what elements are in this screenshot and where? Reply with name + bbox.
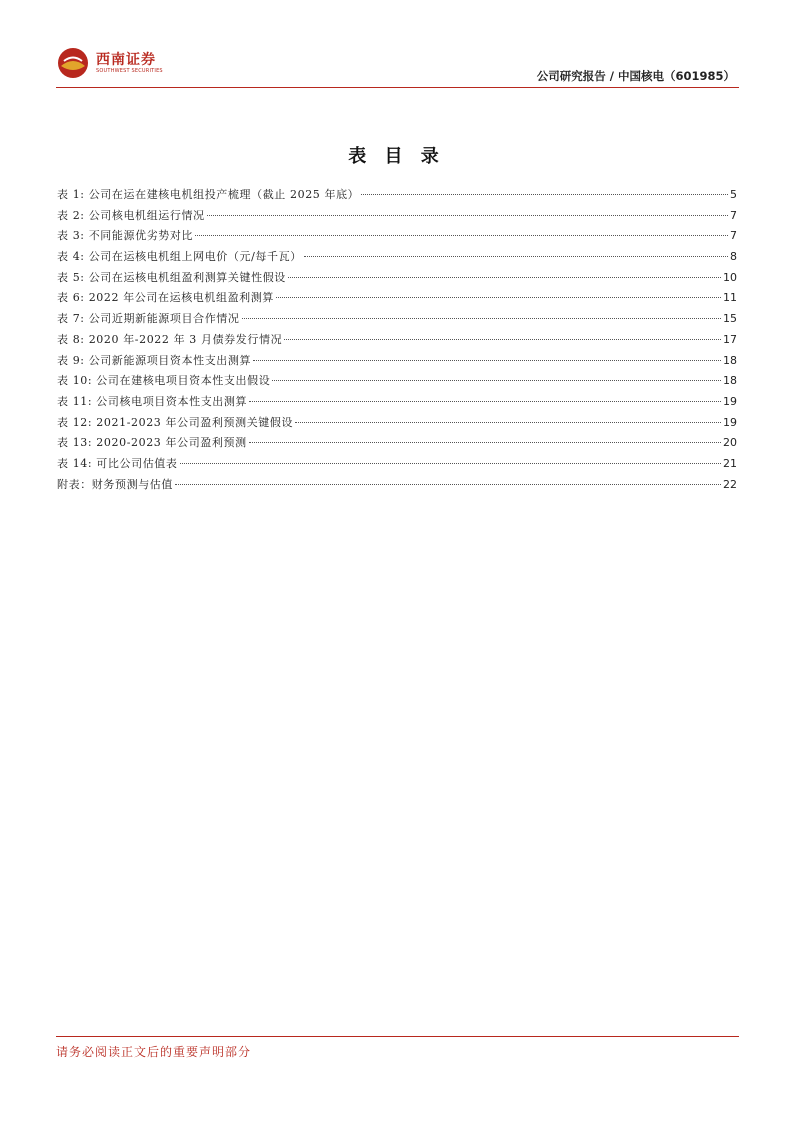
header-divider (56, 87, 739, 88)
toc-entry[interactable] (57, 455, 737, 476)
page-header (56, 40, 739, 90)
toc-entry-page: 10 (723, 270, 737, 284)
toc-entry-label: 表 11: 公司核电项目资本性支出测算 (57, 394, 248, 408)
toc-leader-dots (361, 194, 728, 195)
toc-entry-page: 18 (723, 374, 737, 388)
toc-entry-page: 22 (723, 477, 737, 491)
toc-entry-label: 表 12: 2021-2023 年公司盈利预测关键假设 (57, 415, 294, 429)
toc-entry[interactable] (57, 310, 737, 331)
toc-entry-page: 18 (723, 353, 737, 367)
toc-entry-page: 5 (730, 188, 737, 201)
toc-entry[interactable] (57, 414, 737, 435)
toc-entry-page: 7 (730, 208, 737, 222)
toc-entry[interactable] (57, 289, 737, 310)
toc-leader-dots (195, 235, 728, 236)
toc-entry[interactable] (57, 476, 737, 497)
toc-entry-page: 11 (723, 291, 737, 305)
toc-entry[interactable] (57, 269, 737, 290)
toc-entry-page: 8 (730, 250, 737, 264)
toc-entry[interactable] (57, 186, 737, 207)
toc-leader-dots (242, 318, 722, 319)
toc-leader-dots (288, 277, 721, 278)
toc-entry-label: 表 3: 不同能源优劣势对比 (57, 229, 194, 243)
toc-entry-page: 7 (730, 229, 737, 243)
toc-entry-label: 表 13: 2020-2023 年公司盈利预测 (57, 436, 247, 450)
toc-entry-page: 20 (723, 436, 737, 450)
disclaimer-notice: 请务必阅读正文后的重要声明部分 (56, 1045, 252, 1059)
toc-entry-page: 17 (723, 332, 737, 346)
toc-entry-page: 21 (723, 456, 737, 470)
toc-entry[interactable] (57, 248, 737, 269)
toc-leader-dots (175, 484, 721, 485)
toc-entry-label: 表 5: 公司在运核电机组盈利测算关键性假设 (57, 270, 286, 284)
toc-entry-label: 附表：财务预测与估值 (57, 477, 173, 491)
toc-entry-label: 表 4: 公司在运核电机组上网电价（元/每千瓦） (57, 250, 302, 264)
company-logo (56, 46, 163, 80)
toc-entry-page: 19 (723, 415, 737, 429)
southwest-securities-logo-icon (56, 46, 90, 80)
toc-entry-label: 表 2: 公司核电机组运行情况 (57, 208, 205, 222)
table-of-contents (57, 186, 737, 496)
toc-entry[interactable] (57, 434, 737, 455)
toc-entry-label: 表 1: 公司在运在建核电机组投产梳理（截止 2025 年底） (57, 188, 360, 201)
toc-entry[interactable] (57, 227, 737, 248)
toc-leader-dots (249, 401, 721, 402)
toc-entry[interactable] (57, 372, 737, 393)
toc-entry-label: 表 6: 2022 年公司在运核电机组盈利测算 (57, 291, 274, 305)
toc-leader-dots (295, 422, 721, 423)
toc-entry[interactable] (57, 393, 737, 414)
page-title: 表 目 录 (348, 146, 445, 167)
toc-leader-dots (284, 339, 721, 340)
page-footer (56, 1036, 739, 1060)
toc-entry-page: 15 (723, 312, 737, 326)
toc-leader-dots (207, 215, 728, 216)
toc-entry[interactable] (57, 207, 737, 228)
report-header-title: 公司研究报告 / 中国核电（601985） (536, 69, 735, 83)
toc-entry-label: 表 8: 2020 年-2022 年 3 月债券发行情况 (57, 332, 283, 346)
toc-entry-label: 表 9: 公司新能源项目资本性支出测算 (57, 353, 252, 367)
toc-entry[interactable] (57, 352, 737, 373)
toc-leader-dots (253, 360, 721, 361)
toc-entry-label: 表 10: 公司在建核电项目资本性支出假设 (57, 374, 271, 388)
footer-divider (56, 1036, 739, 1037)
toc-leader-dots (272, 380, 721, 381)
toc-entry[interactable] (57, 331, 737, 352)
toc-entry-label: 表 7: 公司近期新能源项目合作情况 (57, 312, 240, 326)
toc-leader-dots (276, 297, 721, 298)
toc-leader-dots (249, 442, 721, 443)
toc-entry-label: 表 14: 可比公司估值表 (57, 456, 178, 470)
logo-chinese-name: 西南证券 (96, 52, 156, 68)
toc-leader-dots (180, 463, 722, 464)
logo-english-name: SOUTHWEST SECURITIES (96, 68, 163, 74)
toc-entry-page: 19 (723, 394, 737, 408)
toc-leader-dots (304, 256, 728, 257)
